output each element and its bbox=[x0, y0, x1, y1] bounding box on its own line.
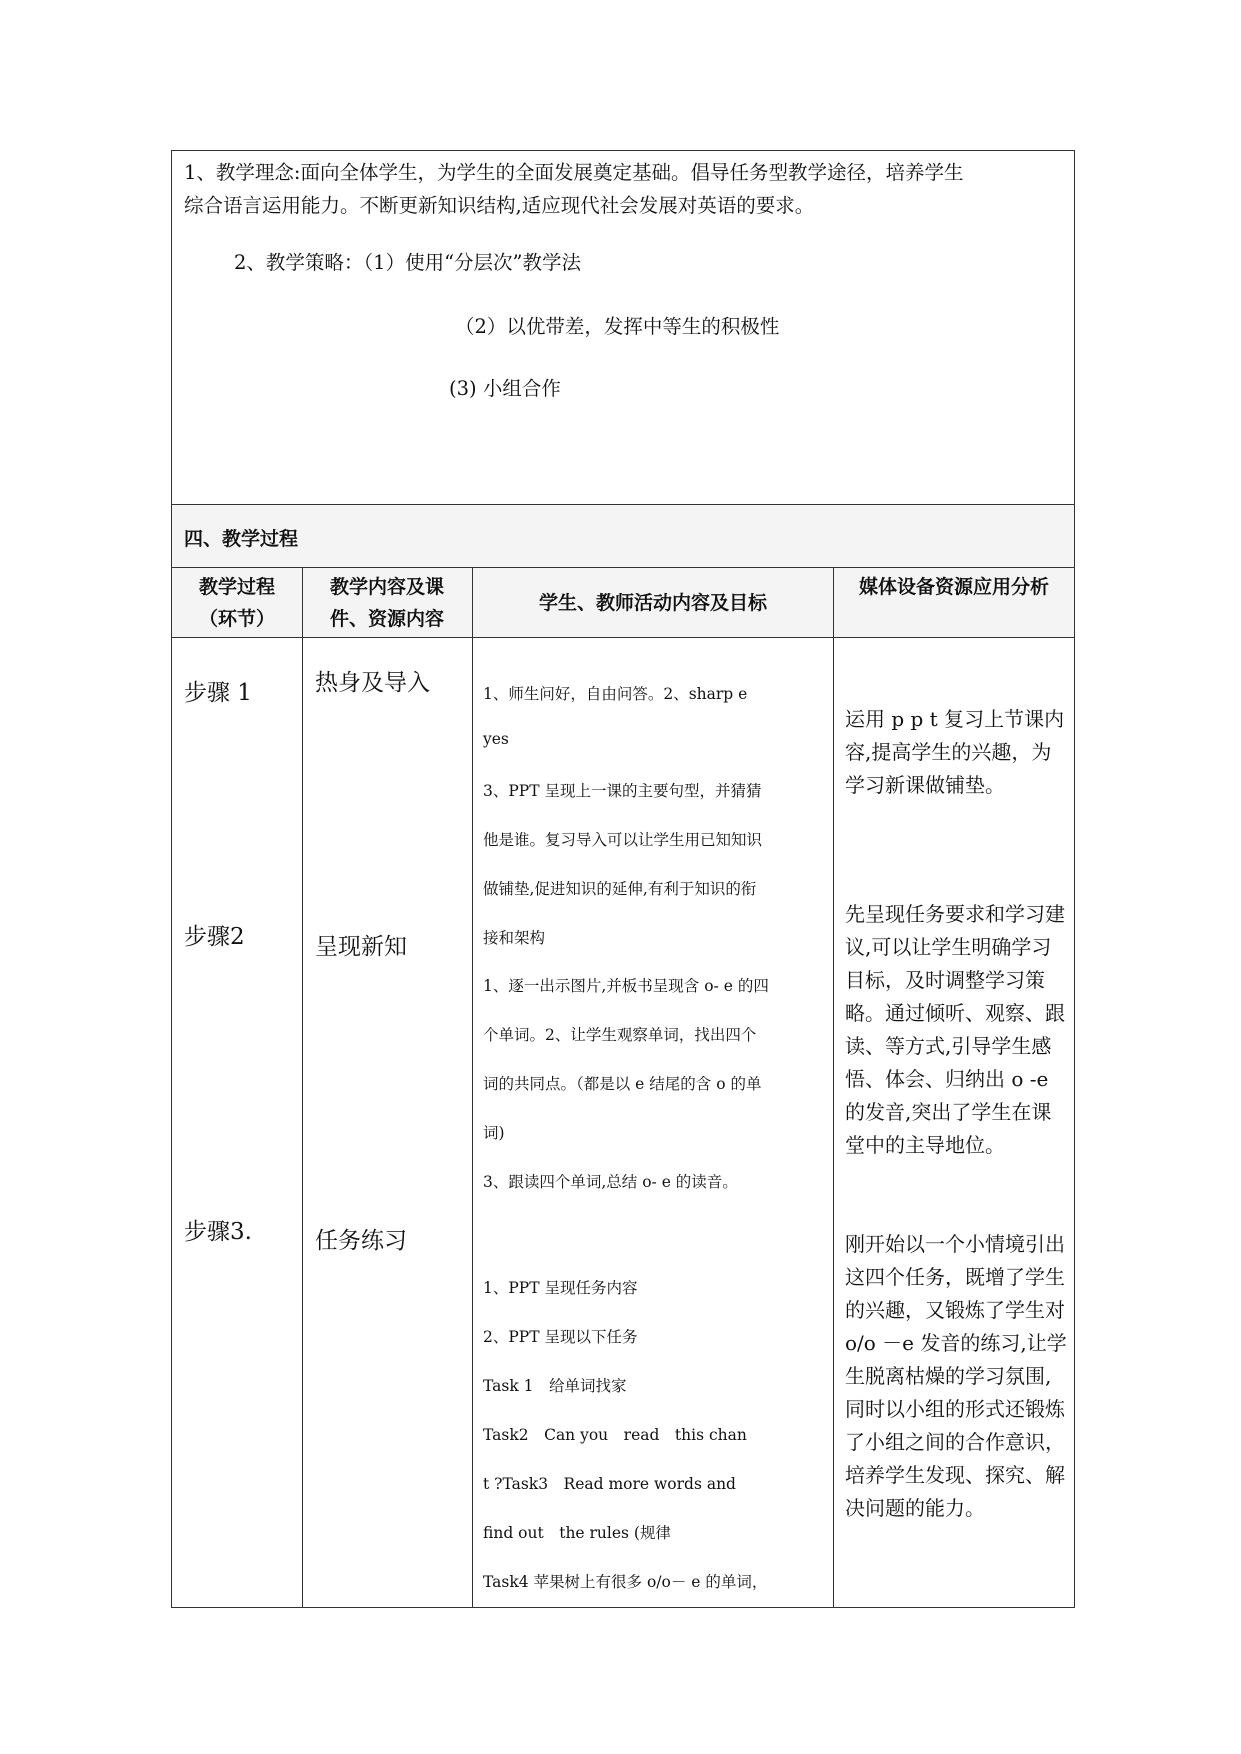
header-activities: 学生、教师活动内容及目标 bbox=[538, 592, 767, 614]
activity-line: 个单词。2、让学生观察单词，找出四个 bbox=[483, 1026, 757, 1044]
activity-line: 他是谁。复习导入可以让学生用已知知识 bbox=[483, 831, 763, 849]
activity-line: Task 1 给单词找家 bbox=[483, 1377, 627, 1395]
teaching-strategy-item-3: (3) 小组合作 bbox=[449, 377, 561, 400]
activity-line: yes bbox=[483, 730, 509, 748]
step-content: 呈现新知 bbox=[315, 934, 407, 960]
column-divider bbox=[833, 567, 834, 1608]
section-title: 四、教学过程 bbox=[184, 528, 299, 550]
teaching-philosophy-line-2: 综合语言运用能力。不断更新知识结构,适应现代社会发展对英语的要求。 bbox=[184, 194, 815, 217]
activity-line: 1、师生问好，自由问答。2、sharp e bbox=[483, 685, 748, 703]
activity-line: 1、逐一出示图片,并板书呈现含 o- e 的四 bbox=[483, 977, 769, 995]
step-label: 步骤3. bbox=[184, 1219, 252, 1245]
activity-line: 词的共同点。（都是以 e 结尾的含 o 的单 bbox=[483, 1075, 762, 1093]
teaching-strategy-item-2: （2）以优带差，发挥中等生的积极性 bbox=[455, 315, 780, 338]
activity-line: Task2 Can you read this chan bbox=[483, 1426, 747, 1444]
step-content: 热身及导入 bbox=[315, 670, 430, 696]
step-label: 步骤2 bbox=[184, 924, 245, 950]
row-divider bbox=[171, 504, 1075, 505]
column-divider bbox=[302, 567, 303, 1608]
header-media-analysis: 媒体设备资源应用分析 bbox=[858, 576, 1049, 598]
teaching-philosophy-line-1: 1、教学理念:面向全体学生，为学生的全面发展奠定基础。倡导任务型教学途径，培养学生 bbox=[184, 161, 964, 184]
activity-line: 做铺垫,促进知识的延伸,有利于知识的衔 bbox=[483, 880, 757, 898]
row-divider bbox=[171, 567, 1075, 568]
column-divider bbox=[472, 567, 473, 1608]
activity-line: 3、跟读四个单词,总结 o- e 的读音。 bbox=[483, 1173, 738, 1191]
analysis-paragraph: 刚开始以一个小情境引出这四个任务，既增了学生的兴趣，又锻炼了学生对 o/o －e 发音的练习,让学生脱离枯燥的学习氛围,同时以小组的形式还锻炼了小组之间的合作意识，培养学生发现、探究、解决问题的能力。 bbox=[845, 1232, 1067, 1520]
analysis-paragraph: 先呈现任务要求和学习建议,可以让学生明确学习目标，及时调整学习策略。通过倾听、观察、跟读、等方式,引导学生感悟、体会、归纳出 o -e 的发音,突出了学生在课堂中的主导地位。 bbox=[845, 902, 1065, 1157]
activity-line: 词) bbox=[483, 1124, 505, 1142]
activity-line: t ?Task3 Read more words and bbox=[483, 1475, 736, 1493]
activity-line: 接和架构 bbox=[483, 929, 546, 947]
activity-line: 3、PPT 呈现上一课的主要句型，并猜猜 bbox=[483, 782, 762, 800]
activity-line: find out the rules (规律 bbox=[483, 1524, 671, 1542]
step-label: 步骤 1 bbox=[184, 680, 252, 706]
activity-line: 1、PPT 呈现任务内容 bbox=[483, 1279, 638, 1297]
row-divider bbox=[171, 637, 1075, 638]
activity-line: Task4 苹果树上有很多 o/o－ e 的单词， bbox=[483, 1573, 768, 1591]
header-process: 教学过程（环节） bbox=[198, 576, 275, 630]
header-content: 教学内容及课件、资源内容 bbox=[329, 576, 444, 630]
step-content: 任务练习 bbox=[315, 1228, 407, 1254]
activity-line: 2、PPT 呈现以下任务 bbox=[483, 1328, 638, 1346]
analysis-paragraph: 运用 p p t 复习上节课内容,提高学生的兴趣，为学习新课做铺垫。 bbox=[845, 707, 1065, 797]
teaching-strategy-line: 2、教学策略：（1）使用“分层次”教学法 bbox=[234, 251, 582, 274]
